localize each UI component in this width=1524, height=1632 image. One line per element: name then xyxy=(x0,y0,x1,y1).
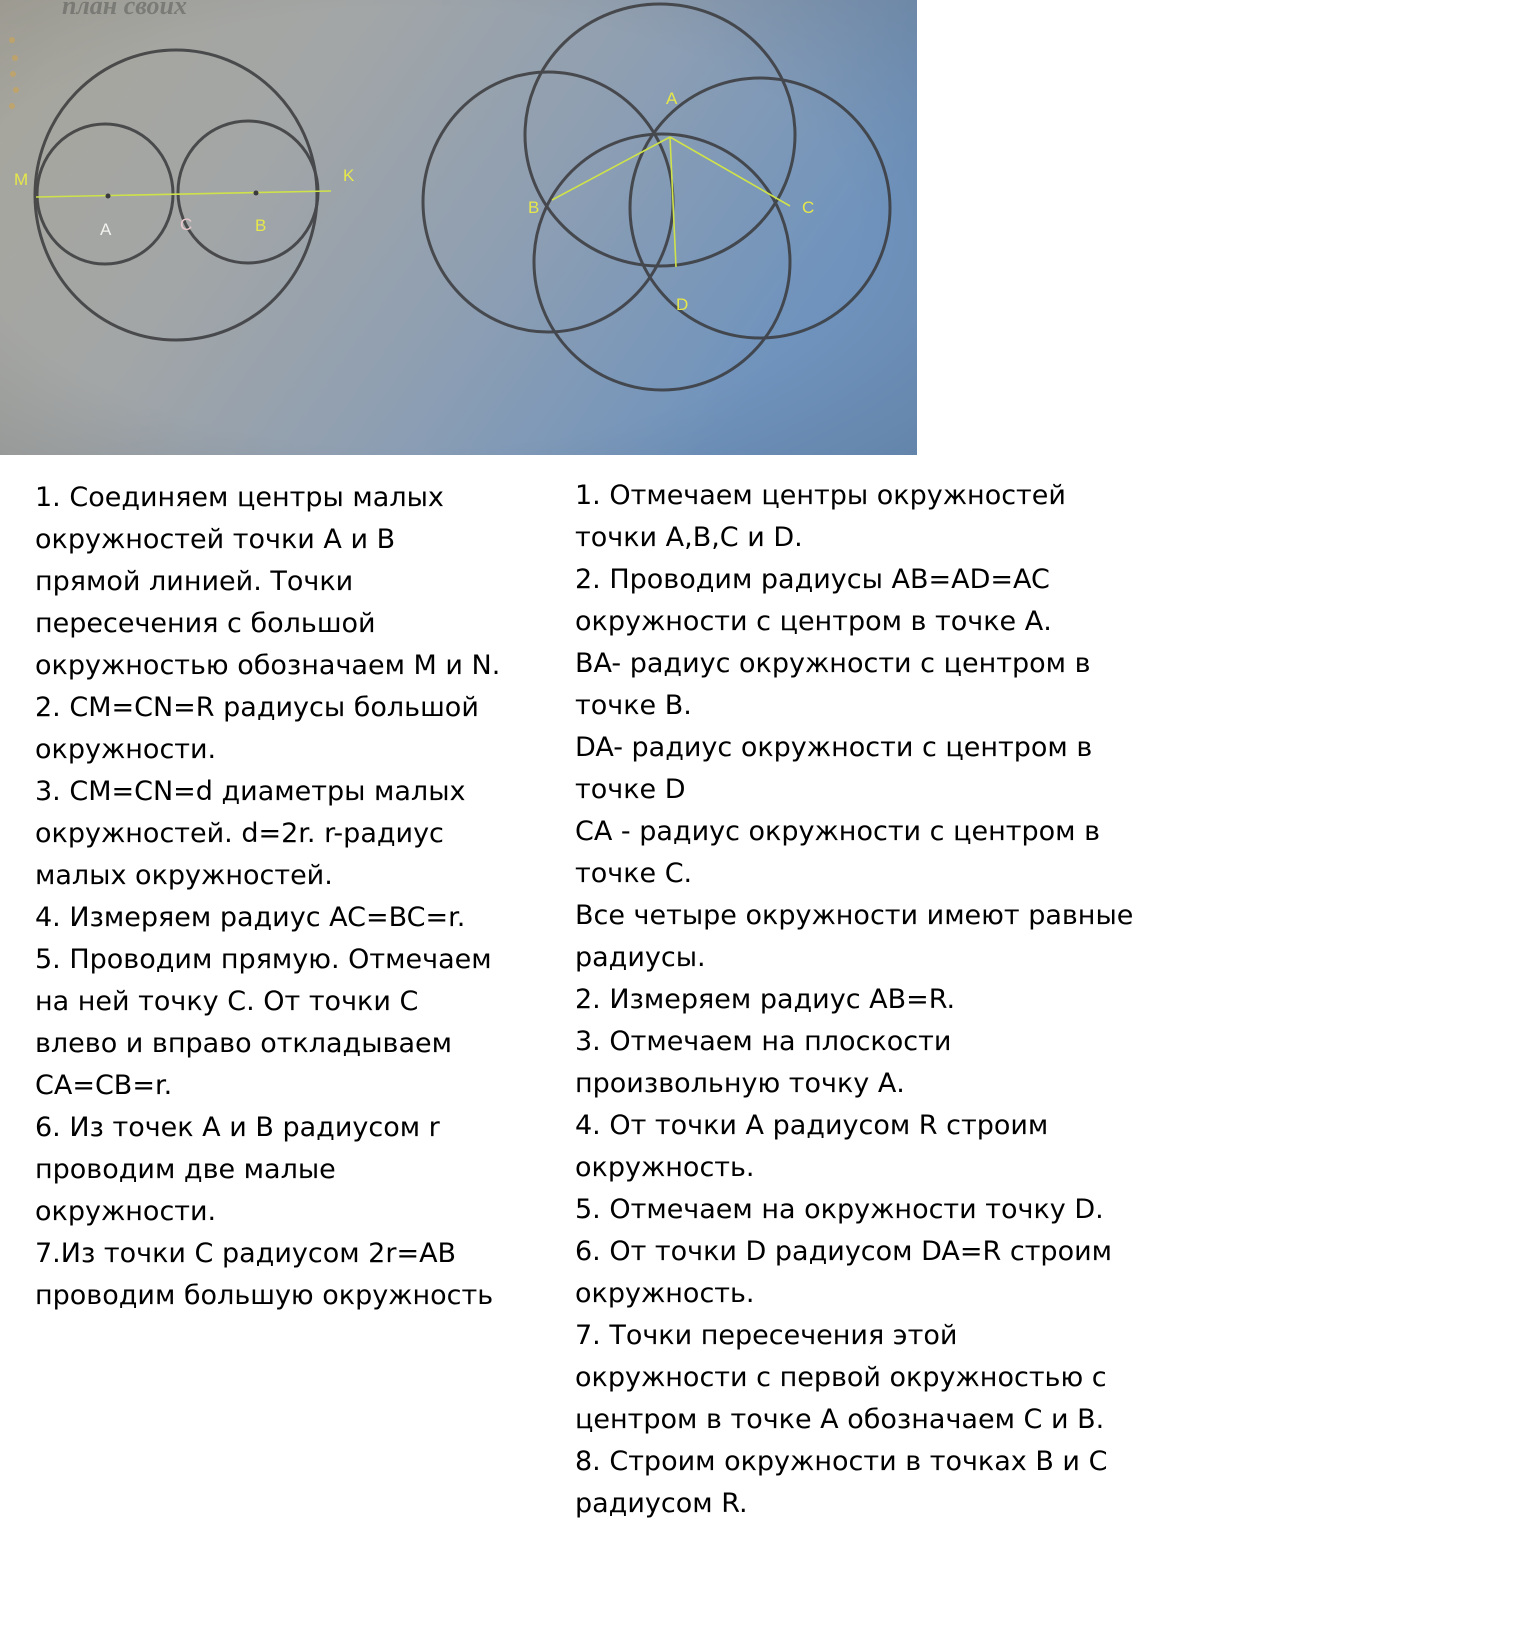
right-step: BA- радиус окружности с центром в точке В. xyxy=(575,648,1091,721)
right-instructions xyxy=(575,475,1135,1525)
construction-photo xyxy=(0,0,917,455)
construction-drawing xyxy=(0,0,917,455)
label-m: M xyxy=(14,170,29,189)
right-step: 8. Строим окружности в точках В и С радиусом R. xyxy=(575,1446,1108,1519)
right-step: CA - радиус окружности с центром в точке С. xyxy=(575,816,1100,889)
left-step: 5. Проводим прямую. Отмечаем на ней точку С. От точки С влево и вправо откладываем CA=CB=r. xyxy=(35,944,492,1101)
left-step: 2. CM=CN=R радиусы большой окружности. xyxy=(35,692,479,765)
left-step: 3. CM=CN=d диаметры малых окружностей. d=2r. r-радиус малых окружностей. xyxy=(35,776,466,891)
label-a-right: A xyxy=(666,89,678,108)
paper-vignette xyxy=(0,0,917,455)
right-step: DA- радиус окружности с центром в точке D xyxy=(575,732,1093,805)
label-d-right: D xyxy=(676,295,689,314)
right-step: 6. От точки D радиусом DA=R строим окружность. xyxy=(575,1236,1113,1309)
right-step: 2. Проводим радиусы AB=AD=AC окружности с центром в точке А. xyxy=(575,564,1052,637)
label-a-left: A xyxy=(100,220,112,239)
right-step: Все четыре окружности имеют равные радиусы. xyxy=(575,900,1134,973)
label-c-left: C xyxy=(180,215,193,234)
label-b-left: B xyxy=(255,216,267,235)
label-b-right: B xyxy=(528,198,540,217)
right-step: 2. Измеряем радиус AB=R. xyxy=(575,984,956,1015)
right-step: 4. От точки А радиусом R строим окружность. xyxy=(575,1110,1049,1183)
label-k: K xyxy=(343,166,355,185)
point-a xyxy=(106,194,111,199)
left-instructions xyxy=(35,477,505,1317)
point-b xyxy=(254,191,259,196)
label-c-right: C xyxy=(802,198,815,217)
right-step: 5. Отмечаем на окружности точку D. xyxy=(575,1194,1104,1225)
left-step: 1. Соединяем центры малых окружностей точки А и В прямой линией. Точки пересечения с большой окружностью обозначаем М и N. xyxy=(35,482,501,681)
left-step: 6. Из точек А и В радиусом r проводим две малые окружности. xyxy=(35,1112,440,1227)
right-step: 1. Отмечаем центры окружностей точки A,B,C и D. xyxy=(575,480,1066,553)
right-step: 7. Точки пересечения этой окружности с первой окружностью с центром в точке А обозначаем С и В. xyxy=(575,1320,1107,1435)
right-step: 3. Отмечаем на плоскости произвольную точку А. xyxy=(575,1026,952,1099)
left-step: 4. Измеряем радиус AC=BC=r. xyxy=(35,902,466,933)
left-step: 7.Из точки С радиусом 2r=AB проводим большую окружность xyxy=(35,1238,494,1311)
page-top-text: план своих xyxy=(62,0,188,20)
